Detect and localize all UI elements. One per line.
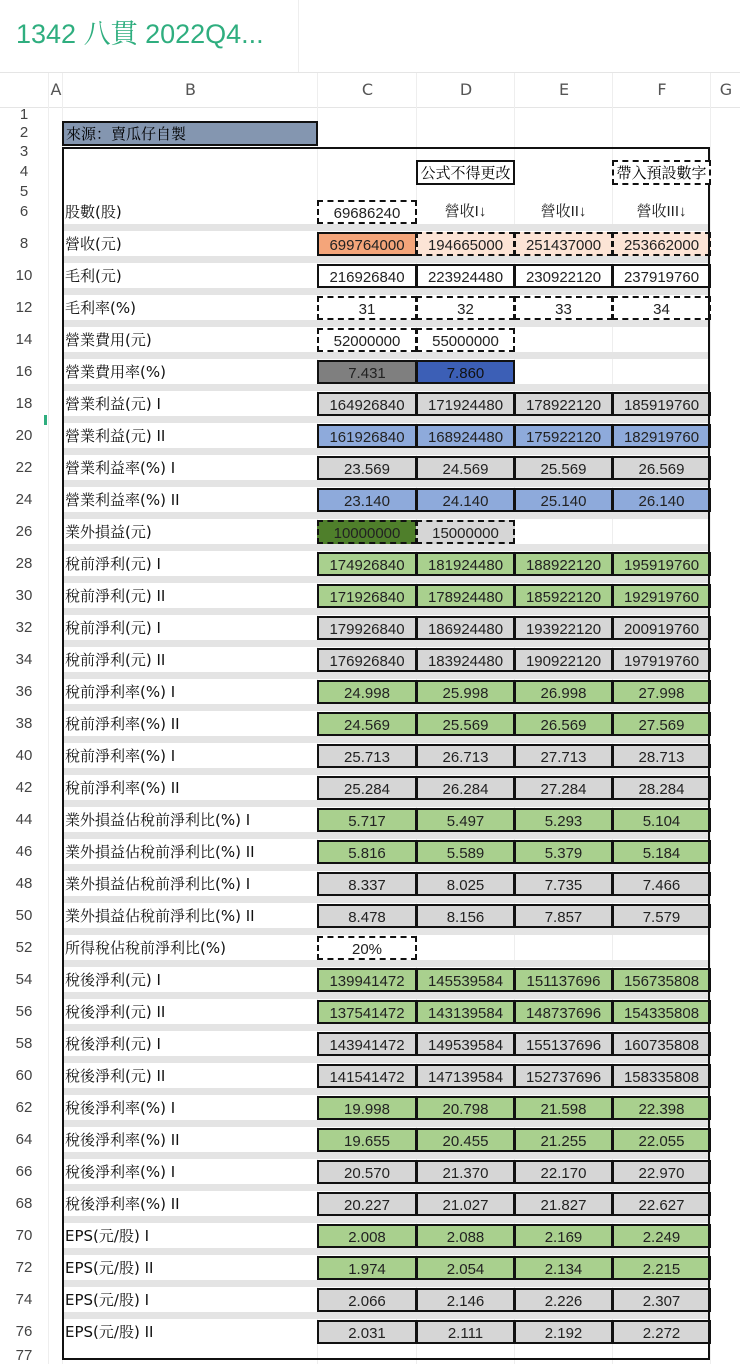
cell-value[interactable]: 2.111 [416, 1320, 515, 1344]
column-header-G[interactable]: G [710, 73, 740, 107]
legend-formula-locked[interactable]: 公式不得更改 [416, 160, 515, 185]
cell-value[interactable]: 21.027 [416, 1192, 515, 1216]
row-number[interactable]: 6 [19, 203, 29, 220]
row-number[interactable]: 48 [15, 875, 33, 892]
row-label[interactable]: 稅後淨利率(%) I [65, 1099, 176, 1117]
row-number[interactable]: 28 [15, 555, 33, 572]
cell-value[interactable]: 27.284 [514, 776, 613, 800]
row-number[interactable]: 74 [15, 1291, 33, 1308]
cell-value[interactable]: 2.054 [416, 1256, 515, 1280]
cell-value[interactable]: 20.227 [317, 1192, 417, 1216]
row-label[interactable]: 營業費用(元) [65, 331, 152, 349]
cell-value[interactable]: 8.337 [317, 872, 417, 896]
row-number[interactable]: 42 [15, 779, 33, 796]
cell-value[interactable]: 1.974 [317, 1256, 417, 1280]
row-number[interactable]: 18 [15, 395, 33, 412]
legend-input-default[interactable]: 帶入預設數字 [612, 160, 711, 185]
cell-value[interactable]: 19.998 [317, 1096, 417, 1120]
row-label[interactable]: 營收(元) [65, 235, 122, 253]
row-label[interactable]: 營業利益(元) II [65, 427, 166, 445]
cell-value[interactable]: 22.055 [612, 1128, 711, 1152]
row-label[interactable]: 稅後淨利(元) I [65, 971, 161, 989]
cell-value[interactable]: 24.140 [416, 488, 515, 512]
cell-value[interactable]: 182919760 [612, 424, 711, 448]
cell-value[interactable]: 139941472 [317, 968, 417, 992]
row-label[interactable]: 營業利益(元) I [65, 395, 161, 413]
row-number[interactable]: 20 [15, 427, 33, 444]
cell-value[interactable]: 147139584 [416, 1064, 515, 1088]
cell-value[interactable]: 178924480 [416, 584, 515, 608]
cell-value[interactable]: 2.249 [612, 1224, 711, 1248]
cell-value[interactable]: 253662000 [612, 232, 711, 256]
cell-value[interactable]: 22.398 [612, 1096, 711, 1120]
cell-value[interactable]: 171926840 [317, 584, 417, 608]
cell-value[interactable]: 176926840 [317, 648, 417, 672]
row-number[interactable]: 26 [15, 523, 33, 540]
cell-value[interactable]: 營收I↓ [444, 203, 487, 220]
row-label[interactable]: 股數(股) [65, 203, 122, 221]
cell-value[interactable]: 186924480 [416, 616, 515, 640]
row-label[interactable]: 稅前淨利率(%) II [65, 779, 180, 797]
cell-value[interactable]: 營收III↓ [636, 203, 687, 220]
row-label[interactable]: 營業利益率(%) I [65, 459, 176, 477]
row-number[interactable]: 34 [15, 651, 33, 668]
cell-value[interactable]: 251437000 [514, 232, 613, 256]
column-header-A[interactable]: A [48, 73, 63, 107]
row-number[interactable]: 40 [15, 747, 33, 764]
cell-value[interactable]: 8.025 [416, 872, 515, 896]
cell-value[interactable]: 69686240 [317, 200, 417, 224]
cell-value[interactable]: 181924480 [416, 552, 515, 576]
cell-value[interactable]: 26.569 [514, 712, 613, 736]
cell-value[interactable]: 230922120 [514, 264, 613, 288]
cell-value[interactable]: 24.569 [317, 712, 417, 736]
cell-value[interactable]: 10000000 [317, 520, 417, 544]
cell-value[interactable]: 143941472 [317, 1032, 417, 1056]
cell-value[interactable]: 5.717 [317, 808, 417, 832]
cell-value[interactable]: 137541472 [317, 1000, 417, 1024]
cell-value[interactable]: 5.293 [514, 808, 613, 832]
cell-value[interactable]: 151137696 [514, 968, 613, 992]
row-number[interactable]: 68 [15, 1195, 33, 1212]
cell-value[interactable]: 160735808 [612, 1032, 711, 1056]
cell-value[interactable]: 20% [317, 936, 417, 960]
cell-value[interactable]: 7.857 [514, 904, 613, 928]
row-label[interactable]: 稅前淨利率(%) I [65, 747, 176, 765]
cell-value[interactable]: 55000000 [416, 328, 515, 352]
cell-value[interactable]: 188922120 [514, 552, 613, 576]
selection-marker [44, 415, 47, 425]
row-number[interactable]: 66 [15, 1163, 33, 1180]
cell-value[interactable]: 178922120 [514, 392, 613, 416]
cell-value[interactable]: 149539584 [416, 1032, 515, 1056]
cell-value[interactable]: 185922120 [514, 584, 613, 608]
row-number[interactable]: 52 [15, 939, 33, 956]
row-label[interactable]: 稅前淨利(元) I [65, 619, 161, 637]
cell-value[interactable]: 21.370 [416, 1160, 515, 1184]
cell-value[interactable]: 21.598 [514, 1096, 613, 1120]
row-number[interactable]: 30 [15, 587, 33, 604]
source-label[interactable]: 來源：賣瓜仔自製 [62, 121, 318, 146]
column-header-bar [0, 72, 740, 108]
row-label[interactable]: EPS(元/股) II [65, 1259, 154, 1277]
cell-value[interactable]: 28.713 [612, 744, 711, 768]
column-header-C[interactable]: C [317, 73, 417, 107]
row-label[interactable]: 業外損益佔稅前淨利比(%) II [65, 843, 255, 861]
row-label[interactable]: 稅後淨利(元) II [65, 1067, 166, 1085]
cell-value[interactable]: 158335808 [612, 1064, 711, 1088]
cell-value[interactable]: 5.184 [612, 840, 711, 864]
row-number[interactable]: 60 [15, 1067, 33, 1084]
cell-value[interactable]: 31 [317, 296, 417, 320]
row-number[interactable]: 24 [15, 491, 33, 508]
cell-value[interactable]: 194665000 [416, 232, 515, 256]
cell-value[interactable]: 5.589 [416, 840, 515, 864]
row-number[interactable]: 77 [15, 1347, 33, 1364]
row-label[interactable]: 稅後淨利(元) I [65, 1035, 161, 1053]
cell-value[interactable]: 200919760 [612, 616, 711, 640]
cell-value[interactable]: 2.192 [514, 1320, 613, 1344]
row-label[interactable]: EPS(元/股) II [65, 1323, 154, 1341]
row-label[interactable]: 稅後淨利率(%) II [65, 1131, 180, 1149]
row-number[interactable]: 12 [15, 299, 33, 316]
row-number[interactable]: 56 [15, 1003, 33, 1020]
row-number[interactable]: 36 [15, 683, 33, 700]
cell-value[interactable]: 175922120 [514, 424, 613, 448]
row-number[interactable]: 76 [15, 1323, 33, 1340]
cell-value[interactable]: 15000000 [416, 520, 515, 544]
row-number[interactable]: 16 [15, 363, 33, 380]
cell-value[interactable]: 156735808 [612, 968, 711, 992]
cell-value[interactable]: 27.998 [612, 680, 711, 704]
cell-value[interactable]: 25.140 [514, 488, 613, 512]
row-label[interactable]: 營業費用率(%) [65, 363, 166, 381]
cell-value[interactable]: 190922120 [514, 648, 613, 672]
row-label[interactable]: 稅前淨利率(%) II [65, 715, 180, 733]
cell-value[interactable]: 25.569 [416, 712, 515, 736]
cell-value[interactable]: 2.066 [317, 1288, 417, 1312]
row-number[interactable]: 8 [19, 235, 29, 252]
cell-value[interactable]: 216926840 [317, 264, 417, 288]
row-label[interactable]: 稅後淨利率(%) II [65, 1195, 180, 1213]
cell-value[interactable]: 237919760 [612, 264, 711, 288]
row-number[interactable]: 10 [15, 267, 33, 284]
cell-value[interactable]: 148737696 [514, 1000, 613, 1024]
cell-value[interactable]: 161926840 [317, 424, 417, 448]
cell-value[interactable]: 7.431 [317, 360, 417, 384]
cell-value[interactable]: 26.569 [612, 456, 711, 480]
cell-value[interactable]: 152737696 [514, 1064, 613, 1088]
cell-value[interactable]: 7.860 [416, 360, 515, 384]
cell-value[interactable]: 24.569 [416, 456, 515, 480]
cell-value[interactable]: 179926840 [317, 616, 417, 640]
cell-value[interactable]: 168924480 [416, 424, 515, 448]
cell-value[interactable]: 26.140 [612, 488, 711, 512]
column-header-D[interactable]: D [416, 73, 515, 107]
document-title[interactable]: 1342 八貫 2022Q4... [16, 19, 264, 49]
row-label[interactable]: EPS(元/股) I [65, 1227, 149, 1245]
cell-value[interactable]: 22.170 [514, 1160, 613, 1184]
cell-value[interactable]: 155137696 [514, 1032, 613, 1056]
cell-value[interactable]: 27.713 [514, 744, 613, 768]
cell-value[interactable]: 20.798 [416, 1096, 515, 1120]
row-label[interactable]: 稅後淨利(元) II [65, 1003, 166, 1021]
cell-value[interactable]: 2.169 [514, 1224, 613, 1248]
row-label[interactable]: 營業利益率(%) II [65, 491, 180, 509]
cell-value[interactable]: 143139584 [416, 1000, 515, 1024]
row-label[interactable]: EPS(元/股) I [65, 1291, 149, 1309]
cell-value[interactable]: 2.008 [317, 1224, 417, 1248]
cell-value[interactable]: 25.569 [514, 456, 613, 480]
row-number[interactable]: 5 [19, 183, 29, 200]
row-label[interactable]: 業外損益(元) [65, 523, 152, 541]
cell-value[interactable]: 26.713 [416, 744, 515, 768]
row-number[interactable]: 2 [19, 124, 29, 141]
cell-value[interactable]: 24.998 [317, 680, 417, 704]
row-label[interactable]: 稅前淨利(元) I [65, 555, 161, 573]
table-border [62, 147, 710, 1360]
cell-value[interactable]: 197919760 [612, 648, 711, 672]
cell-value[interactable]: 2.215 [612, 1256, 711, 1280]
cell-value[interactable]: 2.272 [612, 1320, 711, 1344]
cell-value[interactable]: 8.478 [317, 904, 417, 928]
row-label[interactable]: 毛利(元) [65, 267, 122, 285]
cell-value[interactable]: 33 [514, 296, 613, 320]
row-label[interactable]: 稅前淨利(元) II [65, 587, 166, 605]
column-header-F[interactable]: F [612, 73, 711, 107]
row-number[interactable]: 62 [15, 1099, 33, 1116]
row-number[interactable]: 70 [15, 1227, 33, 1244]
row-number[interactable]: 50 [15, 907, 33, 924]
row-number[interactable]: 1 [19, 106, 29, 123]
cell-value[interactable]: 20.455 [416, 1128, 515, 1152]
row-label[interactable]: 毛利率(%) [65, 299, 136, 317]
cell-value[interactable]: 193922120 [514, 616, 613, 640]
cell-value[interactable]: 185919760 [612, 392, 711, 416]
cell-value[interactable]: 195919760 [612, 552, 711, 576]
cell-value[interactable]: 營收II↓ [540, 203, 587, 220]
row-number[interactable]: 22 [15, 459, 33, 476]
cell-value[interactable]: 223924480 [416, 264, 515, 288]
column-header-B[interactable]: B [62, 73, 318, 107]
row-number[interactable]: 54 [15, 971, 33, 988]
cell-value[interactable]: 2.146 [416, 1288, 515, 1312]
cell-value[interactable]: 26.284 [416, 776, 515, 800]
cell-value[interactable]: 2.226 [514, 1288, 613, 1312]
cell-value[interactable]: 21.255 [514, 1128, 613, 1152]
titlebar-divider [298, 0, 299, 72]
cell-value[interactable]: 25.284 [317, 776, 417, 800]
cell-value[interactable]: 8.156 [416, 904, 515, 928]
column-header-E[interactable]: E [514, 73, 613, 107]
row-label[interactable]: 稅後淨利率(%) I [65, 1163, 176, 1181]
cell-value[interactable]: 26.998 [514, 680, 613, 704]
cell-value[interactable]: 145539584 [416, 968, 515, 992]
row-number[interactable]: 4 [19, 163, 29, 180]
row-number[interactable]: 38 [15, 715, 33, 732]
cell-value[interactable]: 164926840 [317, 392, 417, 416]
cell-value[interactable]: 141541472 [317, 1064, 417, 1088]
cell-value[interactable]: 23.140 [317, 488, 417, 512]
cell-value[interactable]: 22.627 [612, 1192, 711, 1216]
cell-value[interactable]: 174926840 [317, 552, 417, 576]
cell-value[interactable]: 699764000 [317, 232, 417, 256]
cell-value[interactable]: 52000000 [317, 328, 417, 352]
cell-value[interactable]: 7.466 [612, 872, 711, 896]
row-label[interactable]: 業外損益佔稅前淨利比(%) I [65, 875, 251, 893]
cell-value[interactable]: 154335808 [612, 1000, 711, 1024]
row-number[interactable]: 3 [19, 143, 29, 160]
row-number[interactable]: 44 [15, 811, 33, 828]
cell-value[interactable]: 32 [416, 296, 515, 320]
cell-value[interactable]: 34 [612, 296, 711, 320]
cell-value[interactable]: 21.827 [514, 1192, 613, 1216]
cell-value[interactable]: 7.579 [612, 904, 711, 928]
row-label[interactable]: 稅前淨利率(%) I [65, 683, 176, 701]
cell-value[interactable]: 22.970 [612, 1160, 711, 1184]
cell-value[interactable]: 2.088 [416, 1224, 515, 1248]
cell-value[interactable]: 171924480 [416, 392, 515, 416]
cell-value[interactable]: 2.031 [317, 1320, 417, 1344]
row-number[interactable]: 46 [15, 843, 33, 860]
cell-value[interactable]: 192919760 [612, 584, 711, 608]
cell-value[interactable]: 27.569 [612, 712, 711, 736]
cell-value[interactable]: 19.655 [317, 1128, 417, 1152]
cell-value[interactable]: 2.307 [612, 1288, 711, 1312]
cell-value[interactable]: 28.284 [612, 776, 711, 800]
cell-value[interactable]: 25.713 [317, 744, 417, 768]
cell-value[interactable]: 20.570 [317, 1160, 417, 1184]
cell-value[interactable]: 5.816 [317, 840, 417, 864]
row-number[interactable]: 14 [15, 331, 33, 348]
cell-value[interactable]: 5.497 [416, 808, 515, 832]
row-label[interactable]: 稅前淨利(元) II [65, 651, 166, 669]
row-number[interactable]: 32 [15, 619, 33, 636]
cell-value[interactable]: 7.735 [514, 872, 613, 896]
row-number[interactable]: 58 [15, 1035, 33, 1052]
row-number[interactable]: 72 [15, 1259, 33, 1276]
row-number[interactable]: 64 [15, 1131, 33, 1148]
cell-value[interactable]: 2.134 [514, 1256, 613, 1280]
gridline [48, 106, 49, 1364]
cell-value[interactable]: 25.998 [416, 680, 515, 704]
cell-value[interactable]: 23.569 [317, 456, 417, 480]
row-label[interactable]: 所得稅佔稅前淨利比(%) [65, 939, 226, 957]
row-label[interactable]: 業外損益佔稅前淨利比(%) II [65, 907, 255, 925]
row-label[interactable]: 業外損益佔稅前淨利比(%) I [65, 811, 251, 829]
cell-value[interactable]: 183924480 [416, 648, 515, 672]
cell-value[interactable]: 5.104 [612, 808, 711, 832]
cell-value[interactable]: 5.379 [514, 840, 613, 864]
